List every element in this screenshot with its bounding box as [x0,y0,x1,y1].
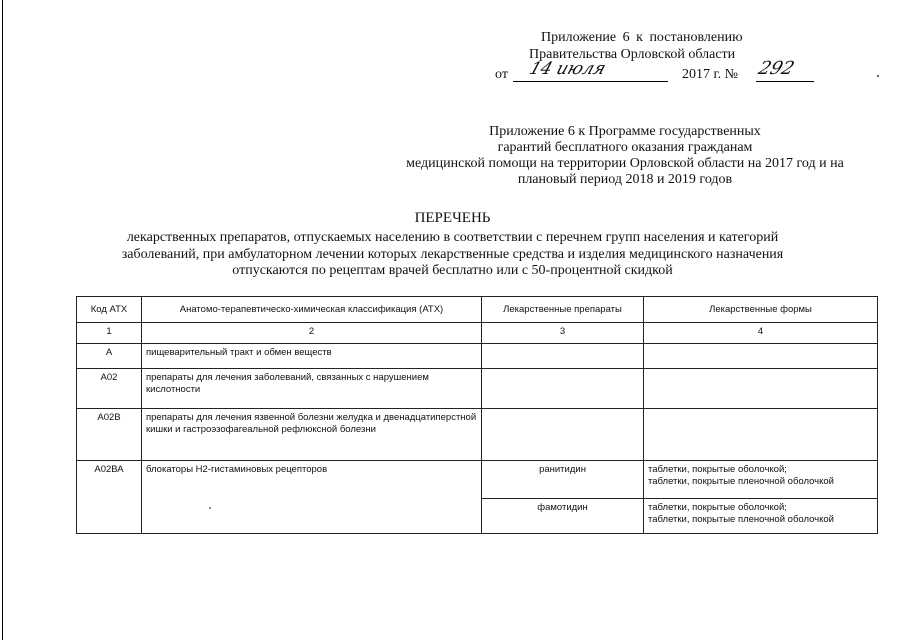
atx-code: А02 [77,369,142,409]
left-margin-rule [2,0,3,640]
scan-speck [877,75,879,77]
subtitle-line: отпускаются по рецептам врачей бесплатно или с 50-процентной скидкой [232,263,673,278]
appendix-date-line [488,58,818,85]
header-classification: Анатомо-терапевтическо-химическая классификация (АТХ) [142,297,482,323]
drug-name [482,344,644,369]
handwritten-number: 292 [755,58,797,79]
appendix-line-2: Правительства Орловской области [529,47,736,62]
drug-form [644,409,878,461]
drug-name: ранитидин [482,461,644,499]
atx-code: А02В [77,409,142,461]
table-row [77,369,878,409]
table-number-row [77,323,878,344]
drug-form [644,344,878,369]
column-number: 4 [644,323,878,344]
drug-name [482,409,644,461]
header-forms: Лекарственные формы [644,297,878,323]
classification: блокаторы Н2-гистаминовых рецепторов [142,461,482,534]
program-line: гарантий бесплатного оказания гражданам [497,140,753,155]
table-row [77,409,878,461]
document-title: ПЕРЕЧЕНЬ [414,210,491,226]
date-prefix: от [495,67,508,82]
program-line: Приложение 6 к Программе государственных [489,124,761,139]
column-number: 1 [77,323,142,344]
table-row [77,344,878,369]
drug-name: фамотидин [482,499,644,534]
column-number: 3 [482,323,644,344]
program-line: плановый период 2018 и 2019 годов [517,172,733,187]
atx-code: А [77,344,142,369]
program-reference [380,124,870,188]
atx-code: А02ВА [77,461,142,534]
date-underline [513,81,668,82]
subtitle-line: заболеваний, при амбулаторном лечении которых лекарственные средства и изделия медицинского назначения [121,246,784,262]
appendix-line-1: Приложение 6 к постановлению [541,30,743,45]
column-number: 2 [142,323,482,344]
header-drugs: Лекарственные препараты [482,297,644,323]
program-line: медицинской помощи на территории Орловской области на 2017 год и на [406,156,844,171]
drug-name [482,369,644,409]
year-label: 2017 г. № [682,67,739,82]
drug-list-table [76,296,878,534]
document-subtitle [0,230,905,280]
header-atx-code: Код АТХ [77,297,142,323]
table-row [77,461,878,499]
classification: пищеварительный тракт и обмен веществ [142,344,482,369]
drug-form [644,369,878,409]
number-underline [756,81,814,82]
drug-form: таблетки, покрытые оболочкой; таблетки, покрытые пленочной оболочкой [644,499,878,534]
classification: препараты для лечения заболеваний, связанных с нарушением кислотности [142,369,482,409]
drug-form: таблетки, покрытые оболочкой; таблетки, покрытые пленочной оболочкой [644,461,878,499]
subtitle-line: лекарственных препаратов, отпускаемых населению в соответствии с перечнем групп населения и категорий [126,230,779,245]
table-header-row [77,297,878,323]
classification: препараты для лечения язвенной болезни желудка и двенадцатиперстной кишки и гастроэзофагеальной рефлюксной болезни [142,409,482,461]
handwritten-date: 14 июля [526,59,609,79]
